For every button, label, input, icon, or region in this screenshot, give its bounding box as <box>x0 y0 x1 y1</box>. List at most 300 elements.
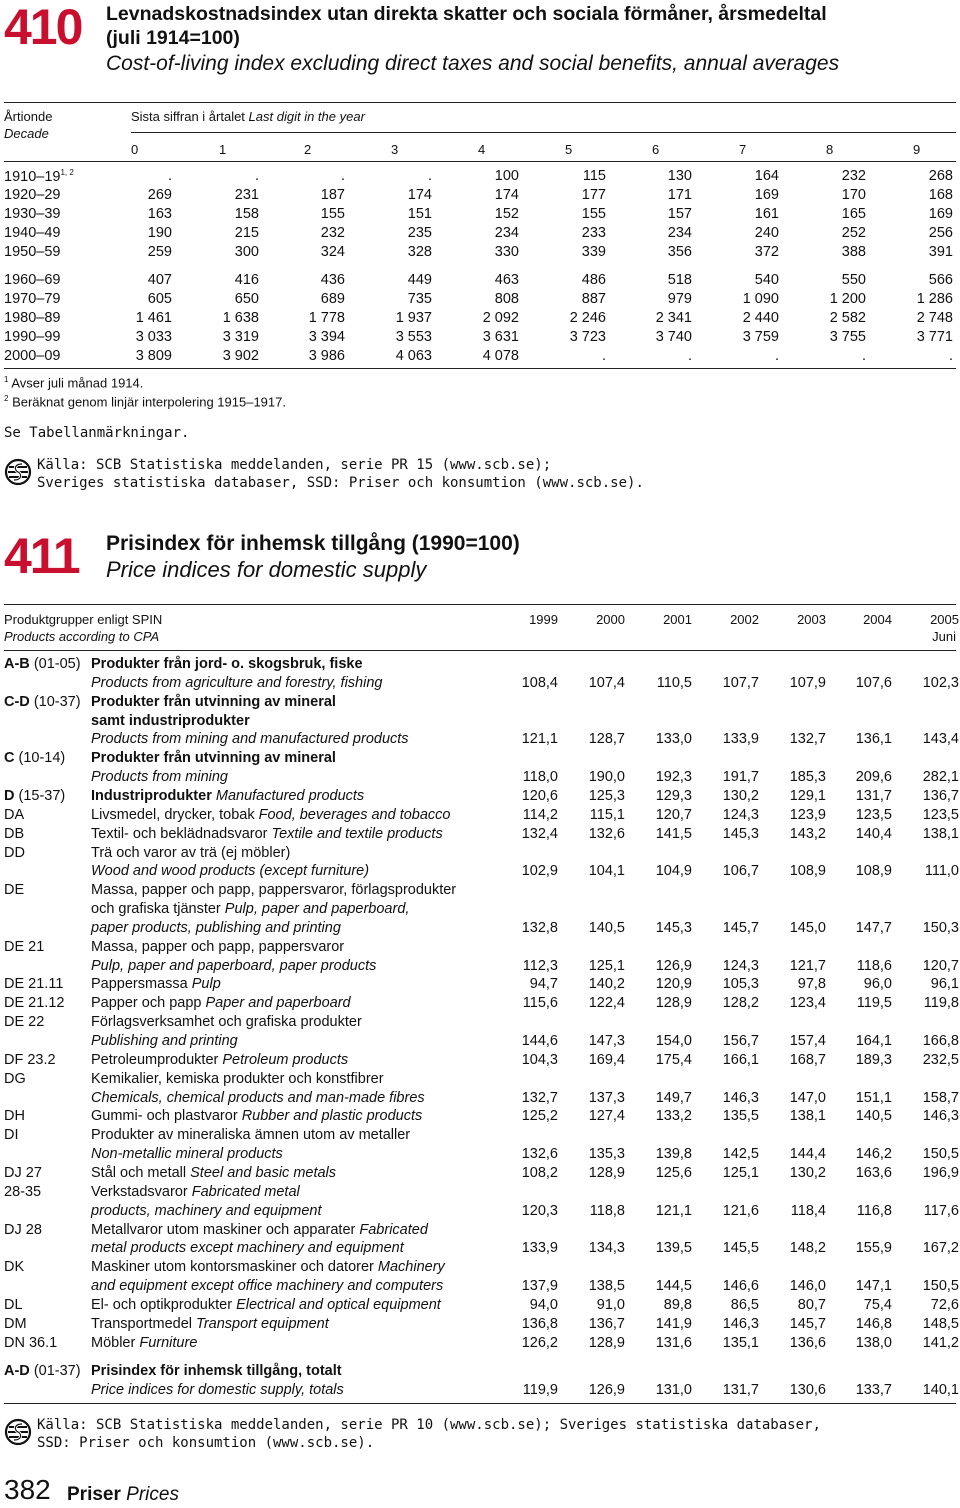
product-code-range: (01-05) <box>33 656 81 672</box>
product-label-en: Chemicals, chemical products and man-made fibres <box>91 1090 425 1106</box>
table-cell: . <box>601 348 606 364</box>
table-cell: 192,3 <box>655 769 692 785</box>
product-label-en: Textile and textile products <box>271 826 443 842</box>
title-410-sv-line1: Levnadskostnadsindex utan direkta skatter och sociala förmåner, årsmedeltal <box>106 3 827 25</box>
table-cell: 391 <box>928 244 953 260</box>
table-cell: 89,8 <box>663 1297 692 1313</box>
table-cell: 75,4 <box>863 1297 892 1313</box>
year-header: 1999 <box>529 612 558 627</box>
product-label <box>91 863 369 879</box>
product-label <box>91 1316 329 1332</box>
table-cell: 123,5 <box>855 807 892 823</box>
decade-label <box>4 244 60 260</box>
product-code <box>4 1297 23 1313</box>
year-header: 2004 <box>863 612 892 627</box>
scb-logo-icon <box>4 1418 32 1446</box>
table-cell: 133,9 <box>722 731 759 747</box>
table-cell: 133,9 <box>521 1240 558 1256</box>
table-cell: 2 582 <box>829 310 866 326</box>
table-cell: 146,2 <box>855 1146 892 1162</box>
table-cell: 108,4 <box>521 675 558 691</box>
product-label-sv: Transportmedel <box>91 1316 193 1332</box>
product-code <box>4 1127 19 1143</box>
table-cell: 388 <box>841 244 866 260</box>
product-label <box>91 1071 384 1087</box>
table-cell: 269 <box>147 187 172 203</box>
table-cell: 147,7 <box>855 920 892 936</box>
table-cell: 2 440 <box>742 310 779 326</box>
product-label <box>91 958 376 974</box>
product-label <box>91 901 409 917</box>
product-label <box>91 694 336 710</box>
table-cell: 185,3 <box>789 769 826 785</box>
table-cell: 144,4 <box>789 1146 826 1162</box>
table-cell: . <box>427 168 432 184</box>
table-cell: 1 778 <box>308 310 345 326</box>
title-410-en: Cost-of-living index excluding direct taxes and social benefits, annual averages <box>106 52 840 75</box>
table-cell: 887 <box>581 291 606 307</box>
table-cell: 300 <box>234 244 259 260</box>
table-cell: 157,4 <box>789 1033 826 1049</box>
table-cell: 330 <box>494 244 519 260</box>
product-code <box>4 1014 44 1030</box>
table-cell: 163,6 <box>855 1165 892 1181</box>
table-cell: 131,7 <box>855 788 892 804</box>
table-cell: 104,9 <box>655 863 692 879</box>
product-code-text: D <box>4 788 15 804</box>
table-cell: 231 <box>234 187 259 203</box>
table-cell: 117,6 <box>923 1203 959 1219</box>
table-cell: . <box>687 348 692 364</box>
header-products-sv: Produktgrupper enligt SPIN <box>4 612 163 627</box>
product-code <box>4 826 24 842</box>
product-label <box>91 1222 428 1238</box>
title-410-sv-line2: (juli 1914=100) <box>106 27 240 49</box>
product-label-en: Pulp <box>191 976 221 992</box>
table-cell: 94,7 <box>529 976 558 992</box>
table-cell: 108,9 <box>855 863 892 879</box>
table-cell: 1 937 <box>395 310 432 326</box>
table-cell: 128,2 <box>722 995 759 1011</box>
table-cell-total: 133,7 <box>855 1382 892 1398</box>
product-label-en: Petroleum products <box>222 1052 349 1068</box>
table-cell: 112,3 <box>522 958 558 974</box>
table-cell: 143,2 <box>789 826 826 842</box>
decade-label <box>4 168 74 185</box>
product-label <box>91 1165 336 1181</box>
table-cell: . <box>254 168 259 184</box>
table-cell: 1 286 <box>916 291 953 307</box>
table-cell: 3 394 <box>308 329 345 345</box>
table-cell: 166,8 <box>922 1033 959 1049</box>
table-cell: 268 <box>928 168 953 184</box>
table-cell: 168 <box>928 187 953 203</box>
decade-label-text: 2000–09 <box>4 348 61 364</box>
decade-label-text: 1980–89 <box>4 310 61 326</box>
product-code <box>4 882 24 898</box>
table-cell: 145,7 <box>789 1316 826 1332</box>
table-cell: 150,5 <box>922 1278 959 1294</box>
table-cell: 174 <box>494 187 519 203</box>
product-label <box>91 1052 348 1068</box>
table-cell: 3 986 <box>308 348 345 364</box>
table-cell: 150,3 <box>922 920 959 936</box>
product-code-text: DE <box>4 882 25 898</box>
table-cell: 3 759 <box>742 329 779 345</box>
table-cell: 449 <box>407 272 432 288</box>
table-cell: . <box>340 168 345 184</box>
table-cell: 125,1 <box>722 1165 759 1181</box>
product-code-text: DE 22 <box>4 1014 45 1030</box>
table-cell: 169 <box>754 187 779 203</box>
product-code-text: DJ 28 <box>4 1222 42 1238</box>
table-cell: 128,7 <box>588 731 625 747</box>
table-cell: . <box>948 348 953 364</box>
table-cell: 2 341 <box>655 310 692 326</box>
table-cell: 131,6 <box>655 1335 692 1351</box>
table-cell: 97,8 <box>797 976 826 992</box>
table-cell-total: 131,7 <box>722 1382 759 1398</box>
table-cell: 145,5 <box>722 1240 759 1256</box>
product-label <box>91 788 364 804</box>
table-cell: 132,7 <box>789 731 826 747</box>
product-label-en: paper products, publishing and printing <box>91 920 341 936</box>
product-code-text: DH <box>4 1108 25 1124</box>
table-cell: 104,1 <box>588 863 625 879</box>
table-cell: 233 <box>581 225 606 241</box>
table-cell: 124,3 <box>722 958 759 974</box>
table-cell: 3 740 <box>655 329 692 345</box>
source-411-line1: Källa: SCB Statistiska meddelanden, serie PR 10 (www.scb.se); Sveriges statistiska databaser, <box>37 1417 821 1433</box>
product-code-text: C <box>4 750 15 766</box>
table-cell: 111,0 <box>924 863 959 879</box>
table-cell: 151 <box>407 206 432 222</box>
table-cell: 2 092 <box>482 310 519 326</box>
decade-label-text: 1950–59 <box>4 244 61 260</box>
product-code-text: DN 36.1 <box>4 1335 58 1351</box>
product-label-en: Machinery <box>377 1259 445 1275</box>
table-cell: 125,2 <box>521 1108 558 1124</box>
table-cell: 141,2 <box>922 1335 959 1351</box>
table-cell: 104,3 <box>521 1052 558 1068</box>
product-label-en: Electrical and optical equipment <box>236 1297 441 1313</box>
table-cell: 259 <box>147 244 172 260</box>
product-label-sv: Massa, papper och papp, pappersvaror, förlagsprodukter <box>91 882 457 898</box>
table-cell: 1 638 <box>222 310 259 326</box>
table-cell: 540 <box>754 272 779 288</box>
table-cell: 145,3 <box>722 826 759 842</box>
table-cell: 151,1 <box>855 1090 892 1106</box>
product-code-text: C-D <box>4 694 30 710</box>
table-cell: 139,5 <box>655 1240 692 1256</box>
table-cell: 136,7 <box>922 788 959 804</box>
table-number-410: 410 <box>4 0 82 55</box>
product-code-text: DK <box>4 1259 25 1275</box>
table-cell: 149,7 <box>655 1090 692 1106</box>
table-cell: 416 <box>234 272 259 288</box>
table-cell: 140,5 <box>588 920 625 936</box>
header-decade-sv: Årtionde <box>4 109 53 124</box>
product-code <box>4 1316 27 1332</box>
table-cell: 119,5 <box>856 995 892 1011</box>
header-last-digit <box>131 109 365 124</box>
table-cell: 252 <box>841 225 866 241</box>
table-cell: 3 902 <box>222 348 259 364</box>
table-cell: 146,3 <box>722 1090 759 1106</box>
product-code <box>4 1052 56 1068</box>
table-cell: 120,3 <box>521 1203 558 1219</box>
table-cell: 108,2 <box>521 1165 558 1181</box>
decade-label-text: 1920–29 <box>4 187 61 203</box>
table-cell: 518 <box>667 272 692 288</box>
table-cell: 137,3 <box>588 1090 625 1106</box>
product-code-text: DG <box>4 1071 26 1087</box>
table-cell: 1 461 <box>135 310 172 326</box>
product-label-sv: Industriprodukter <box>91 788 212 804</box>
digit-header: 9 <box>913 142 921 157</box>
table-cell: 436 <box>320 272 345 288</box>
table-cell: 550 <box>841 272 866 288</box>
table-cell: 1 090 <box>742 291 779 307</box>
product-label-sv: Textil- och beklädnadsvaror <box>91 826 268 842</box>
product-label <box>91 1108 422 1124</box>
product-code <box>4 939 44 955</box>
product-code <box>4 845 25 861</box>
rule-bottom-411 <box>4 1403 956 1404</box>
table-cell: 605 <box>147 291 172 307</box>
decade-label <box>4 187 60 203</box>
product-label <box>91 1203 322 1219</box>
table-cell: 735 <box>407 291 432 307</box>
product-code-range: (10-14) <box>18 750 66 766</box>
table-cell-total: 126,9 <box>588 1382 625 1398</box>
table-cell: 133,0 <box>655 731 692 747</box>
product-code-range: (15-37) <box>18 788 66 804</box>
table-cell: 128,9 <box>655 995 692 1011</box>
product-label <box>91 882 456 898</box>
table-cell: 3 319 <box>222 329 259 345</box>
see-notes: Se Tabellanmärkningar. <box>4 425 190 441</box>
table-cell-total: 140,1 <box>922 1382 959 1398</box>
product-label <box>91 807 451 823</box>
table-cell: 164,1 <box>855 1033 892 1049</box>
product-label <box>91 1146 283 1162</box>
table-cell: 165 <box>841 206 866 222</box>
table-cell: 135,1 <box>722 1335 759 1351</box>
table-cell: 167,2 <box>922 1240 959 1256</box>
product-label-en: Products from mining and manufactured products <box>91 731 409 747</box>
product-label-sv: El- och optikprodukter <box>91 1297 233 1313</box>
table-cell: 94,0 <box>529 1297 558 1313</box>
decade-label <box>4 329 60 345</box>
digit-header: 2 <box>304 142 312 157</box>
table-cell: 136,7 <box>588 1316 625 1332</box>
product-label-en: Publishing and printing <box>91 1033 238 1049</box>
table-cell: 3 755 <box>829 329 866 345</box>
table-cell: 190,0 <box>588 769 625 785</box>
table-number-411: 411 <box>4 528 79 584</box>
product-label-en: and equipment except office machinery and computers <box>91 1278 444 1294</box>
source-411-line2: SSD: Priser och konsumtion (www.scb.se). <box>37 1435 375 1451</box>
table-cell: 240 <box>754 225 779 241</box>
table-cell: 120,6 <box>521 788 558 804</box>
product-label-sv: Förlagsverksamhet och grafiska produkter <box>91 1014 362 1030</box>
product-code <box>4 656 81 672</box>
table-cell: 175,4 <box>655 1052 692 1068</box>
decade-label <box>4 291 60 307</box>
product-label-en: Rubber and plastic products <box>241 1108 423 1124</box>
table-cell: 96,1 <box>930 976 959 992</box>
rule-top-410 <box>4 102 956 103</box>
table-cell: 148,2 <box>789 1240 826 1256</box>
table-cell: 123,5 <box>922 807 959 823</box>
digit-header: 1 <box>219 142 227 157</box>
table-cell: 145,0 <box>789 920 826 936</box>
table-cell: 147,0 <box>789 1090 826 1106</box>
product-code <box>4 750 65 766</box>
product-label <box>91 731 409 747</box>
table-cell: 110,5 <box>656 675 692 691</box>
table-cell: 115 <box>582 168 606 184</box>
product-code-text: DE 21.12 <box>4 995 65 1011</box>
digit-header: 7 <box>739 142 747 157</box>
table-cell: 256 <box>928 225 953 241</box>
product-code-text: DI <box>4 1127 19 1143</box>
table-cell: 138,1 <box>789 1108 826 1124</box>
footnote-marker: 1, 2 <box>60 168 74 177</box>
product-label-sv: Kemikalier, kemiska produkter och konstfibrer <box>91 1071 384 1087</box>
product-label-sv: Metallvaror utom maskiner och apparater <box>91 1222 356 1238</box>
table-cell: 120,7 <box>922 958 959 974</box>
table-cell: 135,5 <box>722 1108 759 1124</box>
product-label-en: Furniture <box>139 1335 198 1351</box>
table-cell: 96,0 <box>863 976 892 992</box>
product-label-en: Fabricated metal <box>191 1184 300 1200</box>
decade-label <box>4 310 60 326</box>
table-cell: 135,3 <box>588 1146 625 1162</box>
table-cell: 171 <box>667 187 692 203</box>
product-code-text: DF 23.2 <box>4 1052 56 1068</box>
table-cell: 139,8 <box>655 1146 692 1162</box>
table-cell: 140,2 <box>588 976 625 992</box>
table-cell: 125,6 <box>655 1165 692 1181</box>
table-cell: 138,0 <box>855 1335 892 1351</box>
product-code-text: DB <box>4 826 25 842</box>
product-code <box>4 1184 41 1200</box>
table-cell: . <box>774 348 779 364</box>
table-cell: 161 <box>754 206 779 222</box>
table-cell: 4 078 <box>482 348 519 364</box>
total-code: A-D (01-37) <box>4 1363 81 1379</box>
table-cell: 130 <box>667 168 692 184</box>
product-label-sv: Produkter från utvinning av mineral <box>91 750 336 766</box>
product-label <box>91 1090 425 1106</box>
table-cell: 324 <box>320 244 345 260</box>
year-header: 2003 <box>797 612 826 627</box>
table-cell: 136,8 <box>521 1316 558 1332</box>
product-label <box>91 995 351 1011</box>
product-label-en: Pulp, paper and paperboard, paper products <box>91 958 377 974</box>
table-cell: 146,3 <box>722 1316 759 1332</box>
header-last-digit-en: Last digit in the year <box>248 109 365 124</box>
table-cell: 126,2 <box>521 1335 558 1351</box>
decade-label-text: 1970–79 <box>4 291 61 307</box>
decade-label-text: 1960–69 <box>4 272 61 288</box>
table-cell: 132,4 <box>521 826 558 842</box>
product-label-en: Transport equipment <box>196 1316 329 1332</box>
table-cell: 141,9 <box>655 1316 692 1332</box>
table-cell: 86,5 <box>730 1297 759 1313</box>
product-label-sv: Produkter av mineraliska ämnen utom av metaller <box>91 1127 411 1143</box>
product-code-text: DM <box>4 1316 27 1332</box>
table-cell: 234 <box>494 225 519 241</box>
product-label <box>91 1259 445 1275</box>
product-code-text: A-B <box>4 656 30 672</box>
product-code-text: DE 21.11 <box>4 976 64 992</box>
table-cell: 190 <box>147 225 172 241</box>
table-cell: 232,5 <box>922 1052 959 1068</box>
table-cell: 146,0 <box>789 1278 826 1294</box>
product-code <box>4 1108 25 1124</box>
product-label-sv: samt industriprodukter <box>91 713 250 729</box>
product-code-text: DD <box>4 845 25 861</box>
product-label <box>91 826 443 842</box>
product-code-text: DA <box>4 807 25 823</box>
table-cell: 232 <box>841 168 866 184</box>
table-cell-total: 131,0 <box>655 1382 692 1398</box>
table-cell: 157 <box>667 206 692 222</box>
table-cell: 122,4 <box>588 995 625 1011</box>
product-label-sv: Möbler <box>91 1335 136 1351</box>
rule-top-411 <box>4 604 956 605</box>
product-label-en: Wood and wood products (except furniture) <box>91 863 370 879</box>
table-cell: 169,4 <box>588 1052 625 1068</box>
table-cell: 142,5 <box>722 1146 759 1162</box>
product-label-en: Products from mining <box>91 769 228 785</box>
page-section <box>67 1484 179 1506</box>
table-cell: 191,7 <box>722 769 759 785</box>
table-cell: 282,1 <box>922 769 959 785</box>
table-cell: 72,6 <box>930 1297 959 1313</box>
table-cell: 196,9 <box>922 1165 959 1181</box>
table-cell: 106,7 <box>722 863 759 879</box>
product-code <box>4 976 63 992</box>
table-cell: 141,5 <box>655 826 692 842</box>
table-cell: 107,4 <box>588 675 625 691</box>
table-cell-total: 119,9 <box>522 1382 558 1398</box>
table-cell: 4 063 <box>395 348 432 364</box>
product-label-sv: Pappersmassa <box>91 976 188 992</box>
digit-header: 6 <box>652 142 660 157</box>
table-cell: 155,9 <box>855 1240 892 1256</box>
product-label <box>91 1278 443 1294</box>
product-label-en: Steel and basic metals <box>190 1165 337 1181</box>
table-cell: 150,5 <box>922 1146 959 1162</box>
table-cell: 102,3 <box>922 675 959 691</box>
digit-header: 3 <box>391 142 399 157</box>
section-en: Prices <box>126 1484 179 1505</box>
section-sv: Priser <box>67 1484 121 1505</box>
table-cell: 128,9 <box>588 1335 625 1351</box>
table-cell: 132,6 <box>588 826 625 842</box>
year-header: 2005 <box>930 612 959 627</box>
product-code-text: 28-35 <box>4 1184 42 1200</box>
product-code <box>4 807 24 823</box>
table-cell: 118,4 <box>790 1203 826 1219</box>
table-cell: 123,4 <box>789 995 826 1011</box>
table-cell: 164 <box>754 168 779 184</box>
table-cell: 144,6 <box>521 1033 558 1049</box>
